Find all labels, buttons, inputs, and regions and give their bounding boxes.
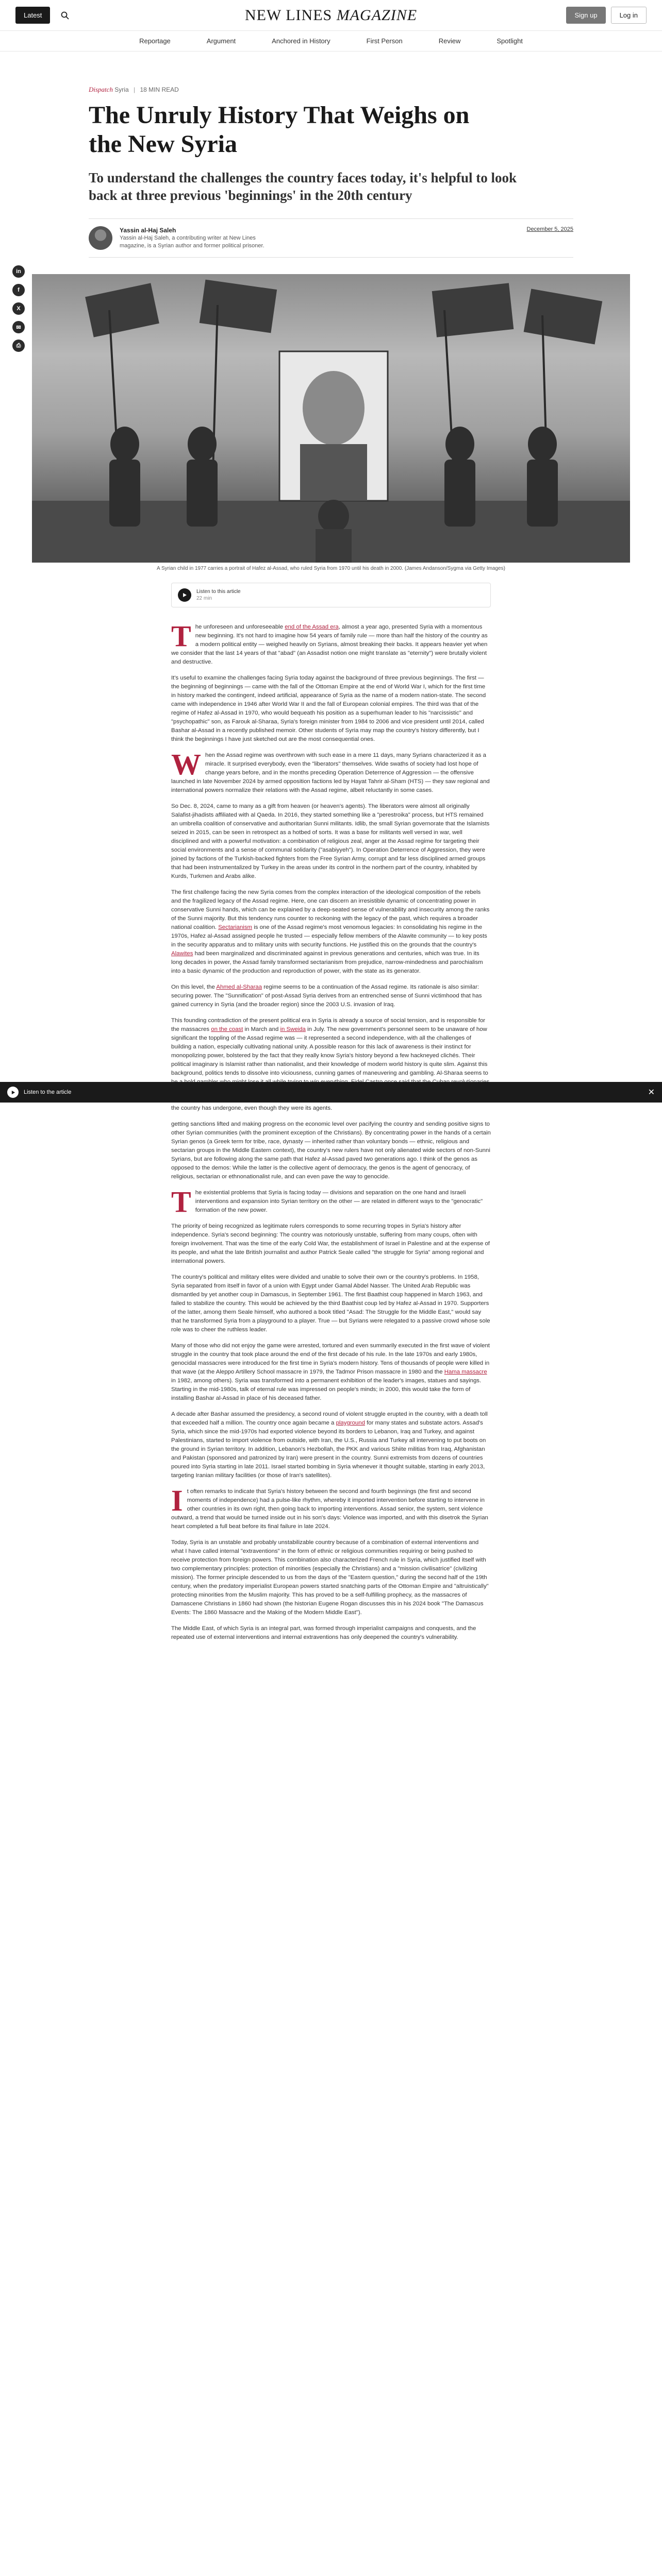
paragraph: The existential problems that Syria is facing today — divisions and separation on the one hand and Israeli interventions and expansion into Syrian territory on the other — are related in different ways to the "genocratic" formation of the new power. — [171, 1185, 483, 1218]
inline-link[interactable]: Ahmed al-Sharaa — [216, 984, 262, 990]
paragraph: It's useful to examine the challenges facing Syria today against the background of three previous beginnings. The first — the beginning of beginnings — came with the fall of the Ottoman Empire at the end of World War I, which for the first time in history marked the contingent, indeed artificial, appearance of Syria as the name of a modern nation-state. The second came with independence in 1946 after World War II and the fall of European colonial empires. The third was that of the regime of Hafez al-Assad in 1970, who would bequeath his position as a superhuman leader to his "narcissistic" and "psychopathic" son, as Farouk al-Sharaa, Syria's foreign minister from 1984 to 2006 and vice president until 2014, called Bashar al-Assad in a recently published memoir. Other students of Syria may map the country's history differently, but I think the beginnings I have just sketched out are the most consequential ones. — [171, 675, 486, 742]
print-icon[interactable]: ⎙ — [12, 340, 25, 352]
close-icon[interactable]: ✕ — [648, 1088, 655, 1097]
article-title: The Unruly History That Weighs on the New Syria — [89, 101, 470, 158]
paragraph: So Dec. 8, 2024, came to many as a gift from heaven (or heaven's agents). The liberators were almost all originally Salafist-jihadists affiliated with al Qaeda. In 2016, they started something like a "perestroika" process, but HTS remained an umbrella coalition of conservative and authoritarian Sunni militants. Idlib, the small Syrian governorate that the Islamists seized in 2015, can be seen in retrospect as a hotbed of sorts. It was a base for militants well versed in war, well disciplined and with a powerful motivation: a combination of religious zeal, anger at the Assad regime for targeting their social environments and a sense of communal solidarity ("asabiyyeh"). In Operation Deterrence of Aggression, they were joined by factions of the Turkish-backed fighters from the Free Syrian Army, corrupt and far less disciplined armed groups that had been instrumentalized by Turkey in the areas under its control in the northern part of the country, inhabited by Kurds, Turkmen and Arabs alike. — [171, 803, 490, 879]
paragraph: On this level, the Ahmed al-Sharaa regime seems to be a continuation of the Assad regime. Its rationale is also similar: securing power. The "Sunnification" of post-Assad Syria derives from an entrenched sense of Sunni victimhood that has gained currency in Syria (and the broader region) since the 2003 U.S. invasion of Iraq. — [171, 984, 482, 1008]
drop-cap: T — [171, 619, 191, 653]
play-icon[interactable] — [178, 588, 191, 602]
logo-sub: MAGAZINE — [336, 6, 418, 24]
nav-spotlight[interactable]: Spotlight — [496, 37, 523, 45]
drop-cap: I — [171, 1484, 183, 1517]
byline — [89, 218, 573, 258]
nav-reportage[interactable]: Reportage — [139, 37, 171, 45]
read-time: 18 MIN READ — [140, 86, 179, 93]
logo-main: NEW LINES — [244, 6, 333, 24]
paragraph: The first challenge facing the new Syria comes from the complex interaction of the ideological composition of the rebels and the fragilized legacy of the Assad regime. Here, one can discern an irresistible dynamic of concentrating power in conservative Sunni hands, which can be explained by a deep-seated sense of vulnerability and insecurity among the ranks of the Sunni majority. But this tendency runs counter to reckoning with the legacy of the past, which requires a broader national coalition. Sectarianism is one of the Assad regime's most venomous legacies: In consolidating his regime in the 1970s, Hafez al-Assad assigned people he trusted — especially fellow members of the Alawite community — to key posts in the security apparatus and to military units with security functions. He justified this on the grounds that the country's Alawites had been marginalized and discriminated against in previous generations and centuries, which was true. In its long decades in power, the Assad family transformed sectarianism from prejudice, narrow-mindedness and parochialism into a basic dynamic of the production and reproduction of power, with the state as its generator. — [171, 889, 490, 974]
facebook-icon[interactable]: f — [12, 284, 25, 296]
paragraph: Many of those who did not enjoy the game were arrested, tortured and even summarily executed in the first wave of violent struggle in the country that took place around the end of the first decade of his rule. In the late 1970s and early 1980s, genocidal massacres were introduced for the first time in Syria's modern history. Tens of thousands of people were killed in that wave (at the Aleppo Artillery School massacre in 1979, the Tadmor Prison massacre in 1980 and the Hama massacre in 1982, among others). Syria was transformed into a permanent exhibition of the leader's images, statues and sayings. Starting in the mid-1980s, talk of eternal rule was impressed on people's minds; in 2000, this would take the form of installing Bashar al-Assad in place of his deceased father. — [171, 1343, 490, 1401]
inline-link[interactable]: on the coast — [211, 1026, 243, 1032]
player-play-icon[interactable] — [7, 1087, 19, 1098]
inline-link[interactable]: Hama massacre — [444, 1369, 487, 1375]
nav-review[interactable]: Review — [438, 37, 461, 45]
publish-date: December 5, 2025 — [526, 226, 573, 232]
author-bio: Yassin al-Haj Saleh, a contributing writer at New Lines magazine, is a Syrian author and former political prisoner. — [120, 234, 264, 249]
paragraph: Today, Syria is an unstable and probably unstabilizable country because of a combination of external interventions and what I have called internal "extraventions" in the form of ethnic or religious communities requiring or being pushed to receive protection from foreign powers. This combination also characterized French rule in Syria, which justified itself with two complementary principles: protection of minorities (especially the Christians) and a "mission civilisatrice" (civilizing mission). The former principle descended to us from the days of the "Eastern question," during the second half of the 19th century, when the predatory imperialist European powers started snatching parts of the Ottoman Empire and "altruistically" protecting minorities from the Muslim majority. This has proved to be a self-fulfilling prophecy, as the massacres of Damascene Christians in 1860 had shown (the historian Eugene Rogan discusses this in his 2024 book "The Damascus Events: The 1860 Massacre and the Making of the Modern Middle East"). — [171, 1539, 489, 1616]
x-icon[interactable]: X — [12, 302, 25, 315]
audio-widget — [171, 583, 491, 607]
share-bar — [12, 265, 25, 352]
search-icon[interactable] — [58, 9, 72, 22]
paragraph: The country's political and military elites were divided and unable to solve their own or the country's problems. In 1958, Syria separated from itself in favor of a union with Egypt under Gamal Abdel Nasser. The United Arab Republic was dismantled by yet another coup in Damascus, in September 1961. The first Baathist coup happened in March 1963, and failed to stabilize the country. This would be achieved by the third Baathist coup led by Hafez al-Assad in 1970. Supporters of the latter, among them Seale himself, who authored a book titled "Asad: The Struggle for the Middle East," would say that he transformed Syria from a playground to a player. True — but Syrians were relegated to a passive crowd whose sole role was to cheer the ruthless leader. — [171, 1274, 490, 1333]
player-label: Listen to the article — [24, 1089, 72, 1095]
kicker-separator: | — [133, 86, 136, 93]
author-name[interactable]: Yassin al-Haj Saleh — [120, 226, 176, 234]
article-deck: To understand the challenges the country faces today, it's helpful to look back at three previous 'beginnings' in the 20th century — [89, 170, 517, 203]
audio-label: Listen to this article — [196, 589, 241, 595]
tag-link[interactable]: Syria — [114, 86, 129, 93]
inline-link[interactable]: in Sweida — [280, 1026, 306, 1032]
paragraph: The unforeseen and unforeseeable end of the Assad era, almost a year ago, presented Syria with a momentous new beginning. It's not hard to imagine how 54 years of family rule — more than half the history of the country as a modern political entity — weighed heavily on Syrians, almost breaking their backs. It appears heavier yet when we consider that the last 14 years of that "abad" (an Assadist notion one might translate as "eternity") were brutally violent and destructive. — [171, 619, 488, 665]
inline-link[interactable]: playground — [336, 1420, 365, 1426]
nav-anchored-in-history[interactable]: Anchored in History — [272, 37, 330, 45]
article-kicker — [89, 86, 573, 94]
sticky-audio-player — [0, 1082, 662, 1103]
hero-caption: A Syrian child in 1977 carries a portrait of Hafez al-Assad, who ruled Syria from 1970 until his death in 2000. (James Andanson/Sygma via Getty Images) — [157, 566, 505, 571]
paragraph: The priority of being recognized as legitimate rulers corresponds to some recurring tropes in Syria's history after independence. Syria's second beginning: The country was notoriously unstable, suffering from many coups, often with foreign involvement. That was the time of the early Cold War, the establishment of Israel in Palestine and at the expense of its people, and what the late British journalist and author Patrick Seale called "the struggle for Syria" among regional and international powers. — [171, 1223, 490, 1264]
hero-photo-illustration — [32, 274, 630, 563]
author-avatar[interactable] — [89, 226, 112, 250]
main-nav — [0, 31, 662, 52]
section-link[interactable]: Dispatch — [89, 86, 113, 93]
log-in-button[interactable]: Log in — [611, 7, 647, 24]
paragraph: It often remarks to indicate that Syria's history between the second and fourth beginnings (the first and second moments of independence) had a pulse-like rhythm, whereby it imported intervention before starting to intervene in other countries in its own right, then going back to importing interventions. Assad senior, the system, sent violence outward, a trend that would be turned inside out in his son's days: Violence was imported, and with this disetrok the Syrian heart completed a full beat before its final failure in late 2024. — [171, 1484, 488, 1530]
paragraph: When the Assad regime was overthrown with such ease in a mere 11 days, many Syrians characterized it as a miracle. It surprised everybody, even the "liberators" themselves. Wide swaths of society had lost hope of change years before, and in the months preceding Operation Deterrence of Aggression — the offensive launched in late November 2024 by armed opposition factions led by Hayat Tahrir al-Sham (HTS) — they saw regional and international powers normalize their relations with the Assad regime, albeit reluctantly in some cases. — [171, 748, 490, 793]
paragraph: This founding contradiction of the present political era in Syria is already a source of social tension, and is responsible for the massacres on the coast in March and in Sweida in July. The new government's personnel seem to be unaware of how significant the toppling of the Assad regime was — it represented a second independence, with all the challenges of building a nation, especially cultivating national unity. A possible reason for this lack of awareness is their instinct for monopolizing power, bolstered by the fact that they really know Syria's history beyond a few hackneyed clichés. Their political imaginary is Islamist rather than nationalist, and their knowledge of modern world history is quite slim. Against this background, politics tends to dissolve into viciousness, cunning games of maneuvering and gambling. Al-Sharaa seems to the country has undergone, even though they were its agents. — [171, 1018, 488, 1111]
sign-up-button[interactable]: Sign up — [566, 7, 605, 24]
inline-link[interactable]: Alawites — [171, 951, 193, 957]
drop-cap: T — [171, 1185, 191, 1218]
latest-button[interactable]: Latest — [15, 7, 50, 24]
nav-argument[interactable]: Argument — [206, 37, 236, 45]
paragraph: getting sanctions lifted and making progress on the economic level over pacifying the country and sending positive signs to other Syrian communities (with the prominent exception of the Christians). By concentrating power in the hands of a certain Syrian genos (a Greek term for tribe, race, dynasty — inherited rather than voluntary bonds — ethnic, religious and sectarian groups in the Middle Eastern context), the country's new rulers have not only alienated wide sectors of non-Sunni Syrians, but are following along the same path that Hafez al-Assad paved two generations ago. I think of the genos as opposed to the demos: While the latter is the collective agent of democracy, the genos is the agent of genocracy, of religious, sectarian or ethnonationalist rule, and can even pave the way to genocide. — [171, 1121, 491, 1180]
linkedin-icon[interactable]: in — [12, 265, 25, 278]
top-bar — [0, 0, 662, 31]
nav-first-person[interactable]: First Person — [366, 37, 403, 45]
inline-link[interactable]: end of the Assad era — [285, 624, 339, 630]
audio-duration: 22 min — [196, 596, 212, 601]
drop-cap: W — [171, 748, 201, 781]
inline-link[interactable]: Sectarianism — [218, 924, 253, 930]
site-logo[interactable] — [245, 7, 417, 24]
article-header — [89, 52, 573, 258]
paragraph: The Middle East, of which Syria is an integral part, was formed through imperialist campaigns and conquests, and the repeated use of external interventions and internal extraventions has only deepened the country's vulnerability. — [171, 1625, 476, 1640]
email-icon[interactable]: ✉ — [12, 321, 25, 333]
article-body — [171, 619, 491, 1642]
paragraph: A decade after Bashar assumed the presidency, a second round of violent struggle erupted in the country, with a death toll that exceeded half a million. The country once again became a playground for many states and substate actors. Assad's Syria, which since the mid-1970s had exported violence beyond its borders to Lebanon, Iraq and Turkey, and against Palestinians, started to import violence from outside, with Iran, the U.S., Russia and Turkey all intervening to put boots on the ground in Syrian territory. In addition, Lebanon's Hezbollah, the PKK and various Shiite militias from Iraq, Afghanistan and Pakistan (sponsored and patronized by Iran) were present in the country. Sunni extremists from dozens of countries poured into Syria starting in late 2011. Israel started bombing in Syria whenever it thought suitable, starting in early 2013, targeting Iranian military facilities (or those of Iran's satellites). — [171, 1411, 488, 1479]
hero-image — [32, 274, 630, 563]
